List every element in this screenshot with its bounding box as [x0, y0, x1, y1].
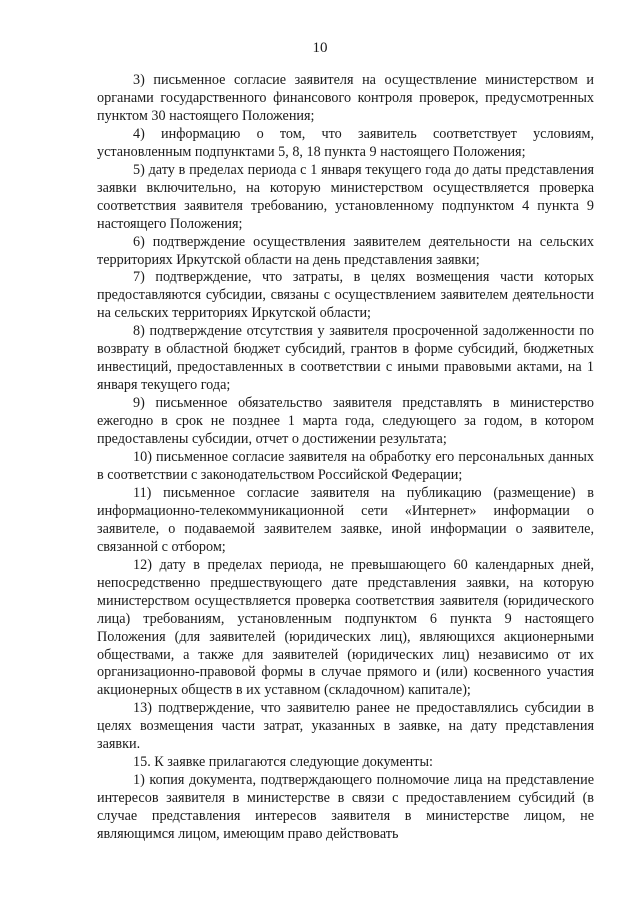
paragraph-item-8: 8) подтверждение отсутствия у заявителя просроченной задолженности по возврату в областной бюджет субсидий, грантов в форме субсидий, бюджетных инвестиций, предоставленных в соответствии с иными правовыми актами, на 1 января текущего года; [97, 323, 594, 394]
paragraph-item-5: 5) дату в пределах периода с 1 января текущего года до даты представления заявки включительно, на которую министерством осуществляется проверка соответствия заявителя требованию, установленному подпунктом 4 пункта 9 настоящего Положения; [97, 161, 594, 232]
paragraph-item-9: 9) письменное обязательство заявителя представлять в министерство ежегодно в срок не позднее 1 марта года, следующего за годом, в котором предоставлены субсидии, отчет о достижении результата; [97, 395, 594, 448]
paragraph-section-15: 15. К заявке прилагаются следующие документы: [133, 754, 433, 771]
paragraph-item-12: 12) дату в пределах периода, не превышающего 60 календарных дней, непосредственно предшествующего дате представления заявки, на которую министерством осуществляется проверка соответствия заявителя (юридического лица) требованиям, установленным подпунктом 6 пункта 9 настоящего Положения (для заявителей (юридических лиц), являющихся акционерными обществами, а также для заявителей (юридических лиц) независимо от их организационно-правовой формы в случае прямого и (или) косвенного участия акционерных обществ в их уставном (складочном) капитале); [97, 556, 594, 699]
paragraph-item-4: 4) информацию о том, что заявитель соответствует условиям, установленным подпунктами 5, 8, 18 пункта 9 настоящего Положения; [97, 125, 594, 160]
paragraph-item-11: 11) письменное согласие заявителя на публикацию (размещение) в информационно-телекоммуникационной сети «Интернет» информации о заявителе, о подаваемой заявителем заявке, иной информации о заявителе, связанной с отбором; [97, 484, 594, 555]
page-number: 10 [312, 40, 328, 56]
body-text [97, 72, 594, 844]
paragraph-document-1: 1) копия документа, подтверждающего полномочие лица на представление интересов заявителя в министерстве в связи с предоставлением субсидий (в случае представления интересов заявителя в министерстве лицом, не являющимся лицом, имеющим право действовать [97, 772, 594, 843]
paragraph-item-3: 3) письменное согласие заявителя на осуществление министерством и органами государственного финансового контроля проверок, предусмотренных пунктом 30 настоящего Положения; [97, 72, 594, 124]
paragraph-item-10: 10) письменное согласие заявителя на обработку его персональных данных в соответствии с законодательством Российской Федерации; [97, 449, 594, 483]
paragraph-item-6: 6) подтверждение осуществления заявителем деятельности на сельских территориях Иркутской области на день представления заявки; [97, 233, 594, 268]
paragraph-item-7: 7) подтверждение, что затраты, в целях возмещения части которых предоставляются субсидии, связаны с осуществлением заявителем деятельности на сельских территориях Иркутской области; [97, 269, 594, 322]
paragraph-item-13: 13) подтверждение, что заявителю ранее не предоставлялись субсидии в целях возмещения части затрат, указанных в заявке, на дату представления заявки. [97, 700, 594, 753]
